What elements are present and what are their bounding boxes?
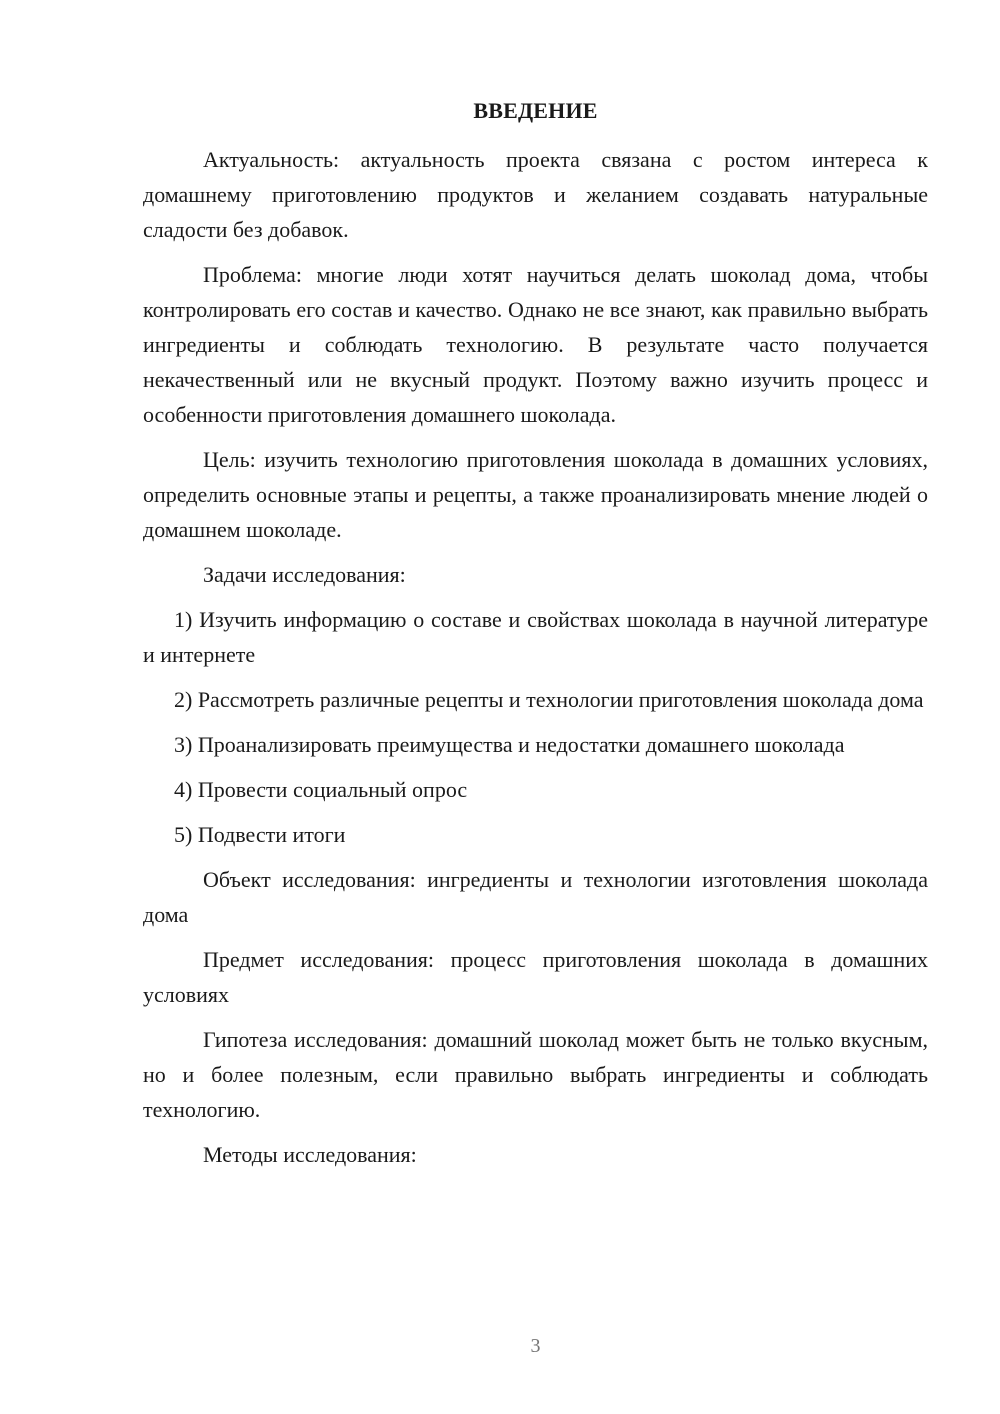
task-item-1: 1) Изучить информацию о составе и свойствах шоколада в научной литературе и интернете bbox=[143, 607, 928, 667]
document-page bbox=[143, 0, 928, 1414]
paragraph-relevance: Актуальность: актуальность проекта связана с ростом интереса к домашнему приготовлению продуктов и желанием создавать натуральные сладости без добавок. bbox=[143, 147, 928, 242]
task-item-3: 3) Проанализировать преимущества и недостатки домашнего шоколада bbox=[174, 732, 845, 757]
paragraph-hypothesis: Гипотеза исследования: домашний шоколад может быть не только вкусным, но и более полезным, если правильно выбрать ингредиенты и соблюдать технологию. bbox=[143, 1027, 928, 1122]
task-item-4: 4) Провести социальный опрос bbox=[174, 777, 468, 802]
task-item-2: 2) Рассмотреть различные рецепты и технологии приготовления шоколада дома bbox=[174, 687, 924, 712]
paragraph-tasks-title: Задачи исследования: bbox=[203, 562, 406, 587]
paragraph-goal: Цель: изучить технологию приготовления шоколада в домашних условиях, определить основные этапы и рецепты, а также проанализировать мнение людей о домашнем шоколаде. bbox=[143, 447, 928, 542]
paragraph-methods-title: Методы исследования: bbox=[203, 1142, 417, 1167]
section-heading: ВВЕДЕНИЕ bbox=[473, 98, 598, 123]
task-item-5: 5) Подвести итоги bbox=[174, 822, 346, 847]
page-number: 3 bbox=[530, 1335, 541, 1357]
paragraph-subject: Предмет исследования: процесс приготовления шоколада в домашних условиях bbox=[143, 947, 928, 1007]
paragraph-problem: Проблема: многие люди хотят научиться делать шоколад дома, чтобы контролировать его состав и качество. Однако не все знают, как правильно выбрать ингредиенты и соблюдать технологию. В результате часто получается некачественный или не вкусный продукт. Поэтому важно изучить процесс и особенности приготовления домашнего шоколада. bbox=[143, 262, 928, 427]
body-text bbox=[143, 142, 928, 1182]
paragraph-object: Объект исследования: ингредиенты и технологии изготовления шоколада дома bbox=[143, 867, 928, 927]
